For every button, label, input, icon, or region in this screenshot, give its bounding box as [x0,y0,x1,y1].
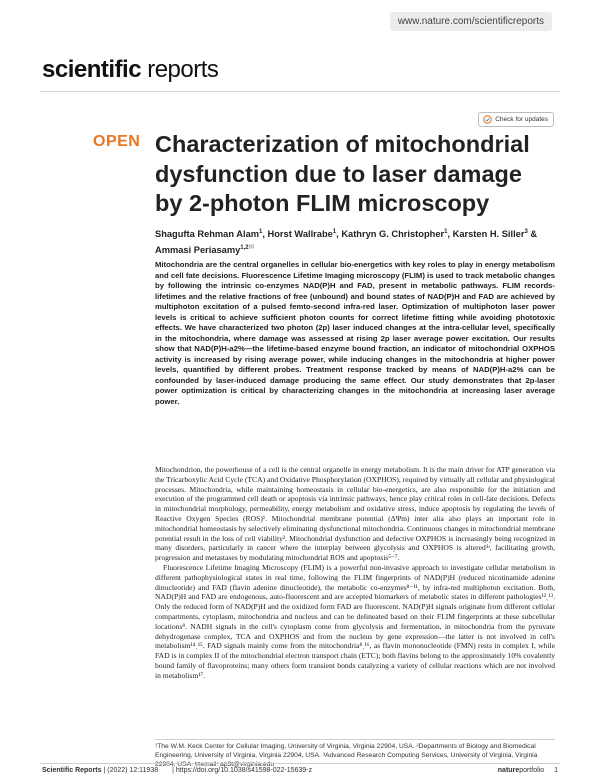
check-for-updates-button[interactable] [478,112,554,127]
author-affiliation-mark: 3 [524,229,528,235]
article-title: Characterization of mitochondrial dysfunction due to laser damage by 2-photon FLIM microscopy [155,131,530,216]
publisher-logo-bold: nature [497,767,520,774]
footer-divider [40,763,560,764]
author-name[interactable]: Ammasi Periasamy [155,245,241,256]
page-footer [42,767,558,774]
author-affiliation-mark: 1 [332,229,337,235]
author-affiliation-mark: 1 [259,229,263,235]
affiliations-divider [155,739,555,740]
author-name[interactable]: Karsten H. Siller [452,229,525,240]
publisher-logo [498,767,544,774]
footer-volume: (2022) 12:11938 [107,767,159,774]
author-list: Shagufta Rehman Alam$^1$, Horst Wallrabe$^1$, Kathryn G. Christopher$^1$, Karsten H. Siller$^3$ & Ammasi Periasamy$^{1,2✉}$ [155,229,538,256]
affiliations: ¹The W.M. Keck Center for Cellular Imaging, University of Virginia, Virginia 22904, USA. ²Departments of Biology and Biomedical Engineering, University of Virginia, Virginia 22904, USA. ³Advanced Research Computing Services, University of Virginia, Virginia 22904, USA. ✉email: ap3t@virginia.edu [155,743,538,768]
journal-logo-bold: scientific [42,56,142,83]
article-body [155,465,555,681]
check-for-updates-icon [483,115,492,124]
check-for-updates-label: Check for updates [495,116,548,123]
author-name[interactable]: Horst Wallrabe [267,229,333,240]
page-number: 1 [554,767,558,774]
author-name[interactable]: Kathryn G. Christopher [341,229,445,240]
open-access-label: OPEN [93,133,141,150]
envelope-icon[interactable]: ✉ [248,244,255,252]
author-name[interactable]: Shagufta Rehman Alam [155,229,260,240]
footer-journal: Scientific Reports [42,767,102,774]
abstract: Mitochondria are the central organelles in cellular bio-energetics with key roles to play in energy metabolism and cell fate decisions. Fluorescence Lifetime Imaging microscopy (FLIM) is used to track metabolic changes by following the intrinsic co-enzymes NAD(P)H and FAD, present in metabolic pathways. FLIM records-lifetimes and the relative fractions of free (unbound) and bound states of NAD(P)H and FAD are achieved by multiphoton excitation of a pulsed femto-second infra-red laser. Optimization of multiphoton laser power levels is critical to achieve sufficient photon counts for correct lifetime fitting while avoiding phototoxic effects. We have characterized two photon (2p) laser induced changes at the intra-cellular level, specifically in the mitochondria, where damage was assessed at rising 2p laser average power excitation. Our results show that NAD(P)H-a2%—the lifetime-based enzyme bound fraction, an indicator of mitochondrial OXPHOS activity is increased by rising average power, while inducing changes in the mitochondria at higher power levels, quantified by different probes. Treatment response tracked by means of NAD(P)H-a2% can be confounded by laser-induced damage producing the same effect. Our study demonstrates that 2p-laser power optimization is critical by characterizing changes in the mitochondria at increasing laser average power. [155,260,555,406]
journal-logo [42,56,218,84]
body-paragraph: Fluorescence Lifetime Imaging Microscopy (FLIM) is a powerful non-invasive approach to investigate cellular metabolism in different pathophysiological states in real time, following the FLIM fingerprints of NAD(P)H (reduced nicotinamide adenine dinucleotide) and FAD (flavin adenine dinucleotide), the metabolic co-enzymes⁸⁻¹¹, by infra-red multiphoton excitation. Both, NAD(P)H and FAD are endogenous, auto-fluorescent and are accepted biomarkers of metabolic states in different pathologies¹²ˎ¹³. Only the reduced form of NAD(P)H and the oxidized form FAD are fluorescent. NAD(P)H signals originate from different cellular compartments, cytoplasm, mitochondria and nucleus and can be delineated based on their FLIM fingerprints at these subcellular locations⁸. NADH signals in the cell's cytoplasm come from glycolysis and fermentation, in mitochondria from the pyruvate dehydrogenase complex, TCA and OXPHOS and from the nucleus by gene expression—the latter is not involved in cell's metabolism¹⁴ˎ¹⁵. FAD signals mainly come from the mitochondria⁸ˎ¹⁶, as flavin mononucleotide (FMN) rests in complex I, while FAD is in complex II of the mitochondrial electron transport chain (ETC); both flavins belong to the approximately 10% covalently bound family of flavoproteins; many others form transient bonds catalyzing a variety of cellular reactions which are not involved in metabolism¹⁷. [155,562,555,680]
author-affiliation-mark: 1,2 [240,245,249,252]
journal-url[interactable]: www.nature.com/scientificreports [390,12,552,31]
footer-doi-link[interactable]: | https://doi.org/10.1038/s41598-022-15639-z [172,767,313,774]
header-divider [40,91,560,92]
footer-separator: | [103,767,106,774]
journal-logo-light: reports [147,56,219,83]
publisher-logo-light: portfolio [519,767,545,774]
body-paragraph: Mitochondrion, the powerhouse of a cell is the central organelle in energy metabolism. It is the main driver for ATP generation via the Tricarboxylic Acid Cycle (TCA) and Oxidative Phosphorylation (OXPHOS), required by virtually all cellular and physiological processes. Mitochondria, while maintaining homeostasis in cellular bio-energetics, are also responsible for the initiation and execution of the programmed cell death or apoptosis via intrinsic pathways, hence play critical roles in cell-fate decisions. Defects in mitochondrial morphology, permeability, energy metabolism and oxidative stress, induce apoptosis by regulating the levels of Reactive Oxygen Species (ROS)¹. Mitochondrial membrane potential (ΔΨm) inter alia also plays an important role in mitochondrial homeostasis by selectively eliminating dysfunctional mitochondria. Continuous changes in mitochondrial membrane potential result in the loss of cell viability². Mitochondrial dysfunction and defective OXPHOS is increasingly being recognized in many disorders, particularly in cancer where the interplay between glycolysis and OXPHOS is altered³ʴ, facilitating growth, progression and metastases by modulating mitochondrial ROS and apoptosis⁵⁻⁷. [155,465,555,563]
author-affiliation-mark: 1 [444,229,448,235]
